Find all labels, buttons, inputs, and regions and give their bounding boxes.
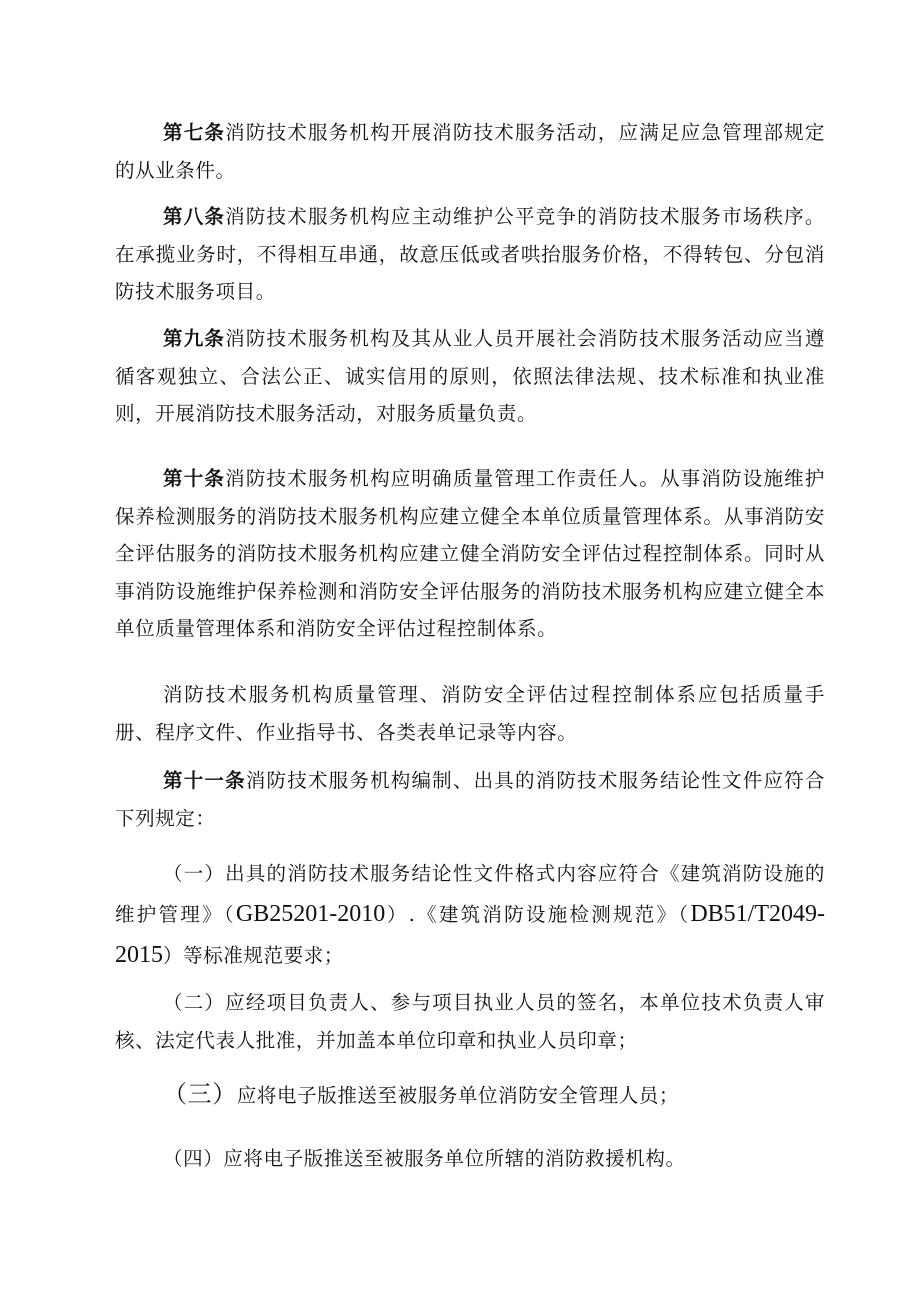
item-3 — [115, 1076, 825, 1115]
quality-system-paragraph — [115, 676, 825, 751]
standard-code: GB25201-2010 — [235, 901, 386, 927]
item-text: （一）出具的消防技术服务结论性文件格式内容应符合《建筑消防设施的维护管理》（ — [115, 862, 825, 926]
article-8 — [115, 198, 825, 311]
item-text: 应将电子版推送至被服务单位消防安全管理人员； — [236, 1084, 680, 1107]
article-heading: 第八条 — [163, 205, 226, 228]
item-text: ）.《建筑消防设施检测规范》（ — [385, 903, 691, 926]
article-body: 消防技术服务机构应明确质量管理工作责任人。从事消防设施维护保养检测服务的消防技术服务机构应建立健全本单位质量管理体系。从事消防安全评估服务的消防技术服务机构应建立健全消防安全评估过程控制体系。同时从事消防设施维护保养检测和消防安全评估服务的消防技术服务机构应建立健全本单位质量管理体系和消防安全评估过程控制体系。 — [115, 467, 825, 640]
item-4 — [115, 1140, 825, 1178]
article-7 — [115, 114, 825, 189]
article-heading: 第十一条 — [163, 769, 246, 792]
item-text: （二）应经项目负责人、参与项目执业人员的签名，本单位技术负责人审核、法定代表人批准，并加盖本单位印章和执业人员印章； — [115, 991, 825, 1052]
article-body: 消防技术服务机构开展消防技术服务活动，应满足应急管理部规定的从业条件。 — [115, 121, 825, 182]
article-heading: 第九条 — [163, 327, 226, 350]
article-body: 消防技术服务机构编制、出具的消防技术服务结论性文件应符合下列规定： — [115, 769, 825, 830]
item-text: （四）应将电子版推送至被服务单位所辖的消防救援机构。 — [163, 1147, 686, 1170]
item-2 — [115, 984, 825, 1059]
article-11 — [115, 762, 825, 837]
standard-code: DB51/T2049-2015 — [115, 901, 825, 968]
article-body: 消防技术服务机构及其从业人员开展社会消防技术服务活动应当遵循客观独立、合法公正、诚实信用的原则，依照法律法规、技术标准和执业准则，开展消防技术服务活动，对服务质量负责。 — [115, 327, 825, 425]
article-10 — [115, 460, 825, 648]
item-text: ）等标准规范要求； — [163, 944, 344, 967]
article-heading: 第十条 — [163, 467, 226, 490]
article-9 — [115, 320, 825, 433]
item-1 — [115, 854, 825, 976]
item-number: （三） — [163, 1080, 237, 1108]
article-body: 消防技术服务机构应主动维护公平竞争的消防技术服务市场秩序。在承揽业务时，不得相互串通，故意压低或者哄抬服务价格，不得转包、分包消防技术服务项目。 — [115, 205, 825, 303]
article-heading: 第七条 — [163, 121, 226, 144]
paragraph-body: 消防技术服务机构质量管理、消防安全评估过程控制体系应包括质量手册、程序文件、作业指导书、各类表单记录等内容。 — [115, 683, 825, 744]
